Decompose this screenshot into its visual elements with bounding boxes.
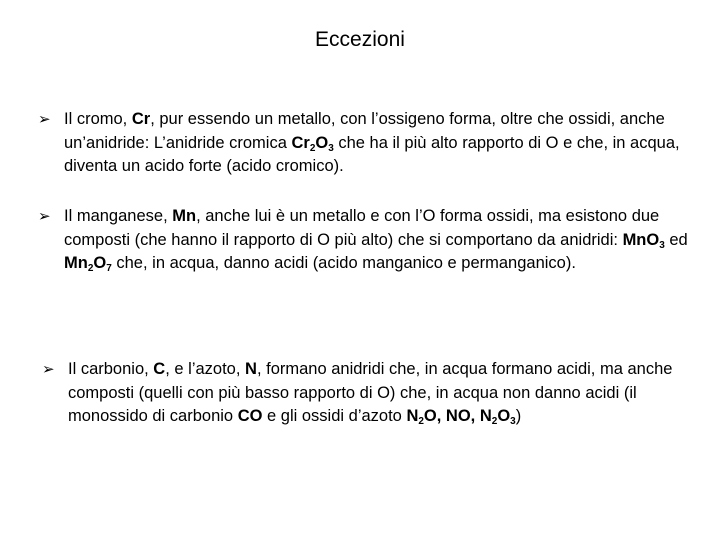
bullet-chromium — [38, 108, 698, 179]
bullet-text: Il manganese, Mn, anche lui è un metallo e con l’O forma ossidi, ma esistono due composti (che hanno il rapporto di O più alto) che si comportano da anidridi: MnO$_3$ ed $Mn_2O_7$ che, in acqua, danno acidi (acido manganico e permanganico). — [64, 207, 688, 274]
bullet-manganese — [38, 205, 698, 276]
page-title: Eccezioni — [315, 28, 405, 51]
bullet-carbon-nitrogen — [42, 358, 702, 429]
bullet-text: Il cromo, Cr, pur essendo un metallo, con l’ossigeno forma, oltre che ossidi, anche un’anidride: L’anidride cromica $Cr_2O_3$ che ha il più alto rapporto di O e che, in acqua, diventa un acido forte (acido cromico). — [64, 110, 680, 175]
bullet-text: Il carbonio, C, e l’azoto, N, formano anidridi che, in acqua formano acidi, ma anche composti (quelli con più basso rapporto di O) che, in acqua non danno acidi (il monossido di carbonio CO e gli ossidi d’azoto $N_2O$, NO, $N_2O_3$) — [68, 360, 673, 427]
arrow-bullet-icon: ➢ — [38, 111, 51, 128]
arrow-bullet-icon: ➢ — [38, 208, 51, 225]
arrow-bullet-icon: ➢ — [42, 361, 55, 378]
